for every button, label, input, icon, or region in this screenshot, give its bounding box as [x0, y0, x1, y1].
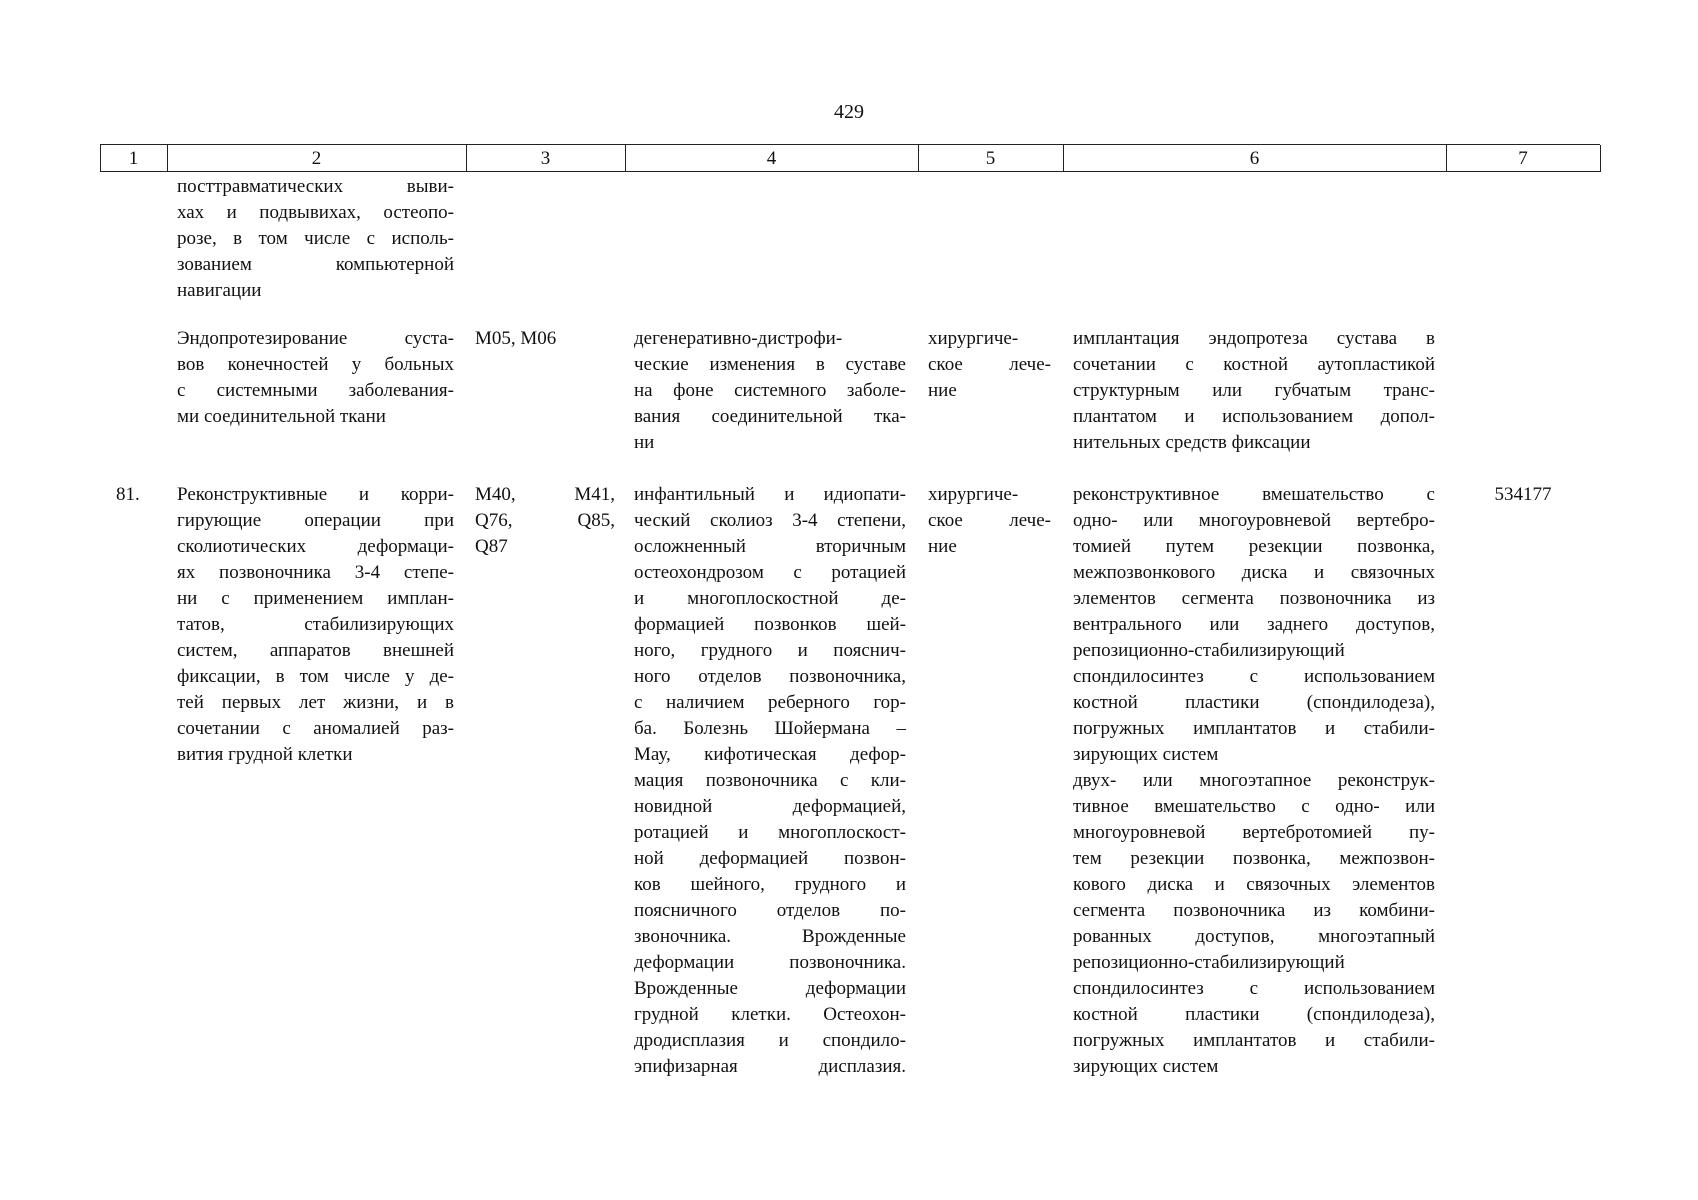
text-line: хах и подвывихах, остеопо- — [177, 202, 454, 223]
text-line: спондилосинтез с использованием — [1073, 666, 1435, 687]
text-line: дегенеративно-дистрофи- — [634, 328, 843, 349]
text-line: ной деформацией позвон- — [634, 848, 906, 869]
text-line: вания соединительной тка- — [634, 406, 906, 427]
text-line: грудной клетки. Остеохон- — [634, 1004, 906, 1025]
text-line: ние — [928, 380, 957, 401]
text-line: сегмента позвоночника из комбини- — [1073, 900, 1435, 921]
text-line: Q87 — [475, 536, 508, 557]
table-header-bottom-rule — [100, 171, 1600, 172]
text-line: спондилосинтез с использованием — [1073, 978, 1435, 999]
column-header-4: 4 — [766, 148, 777, 169]
text-line: ротацией и многоплоскост- — [634, 822, 906, 843]
text-line: ни с применением имплан- — [177, 588, 454, 609]
text-line: ях позвоночника 3-4 степе- — [177, 562, 454, 583]
text-line: вов конечностей у больных — [177, 354, 454, 375]
text-line: дродисплазия и спондило- — [634, 1030, 906, 1051]
continuation-service-name — [177, 174, 454, 304]
text-line: осложненный вторичным — [634, 536, 906, 557]
text-line: Q76, Q85, — [475, 510, 615, 531]
endoprosthesis-service-name — [177, 326, 454, 430]
text-line: тей первых лет жизни, и в — [177, 692, 454, 713]
text-line: хирургиче- — [928, 484, 1019, 505]
text-line: сколиотических деформаци- — [177, 536, 454, 557]
page-number: 429 — [834, 101, 864, 123]
text-line: рованных доступов, многоэтапный — [1073, 926, 1435, 947]
text-line: с системными заболевания- — [177, 380, 454, 401]
text-line: сочетании с аномалией раз- — [177, 718, 454, 739]
text-line: зирующих систем — [1073, 744, 1219, 765]
column-header-6: 6 — [1249, 148, 1260, 169]
text-line: ми соединительной ткани — [177, 406, 386, 427]
text-line: вития грудной клетки — [177, 744, 353, 765]
column-header-2: 2 — [311, 148, 322, 169]
text-line: ни — [634, 432, 655, 453]
text-line: с наличием реберного гор- — [634, 692, 906, 713]
text-line: деформации позвоночника. — [634, 952, 906, 973]
table-header-top-rule — [100, 144, 1600, 145]
text-line: фиксации, в том числе у де- — [177, 666, 454, 687]
text-line: инфантильный и идиопати- — [634, 484, 906, 505]
text-line: поясничного отделов по- — [634, 900, 906, 921]
text-line: гирующие операции при — [177, 510, 454, 531]
text-line: межпозвонкового диска и связочных — [1073, 562, 1435, 583]
endoprosthesis-icd-codes: M05, M06 — [475, 328, 557, 349]
row-81-treatment-method — [1073, 482, 1435, 1080]
row-81-icd-codes — [475, 482, 615, 560]
text-line: мация позвоночника с кли- — [634, 770, 906, 791]
text-line: зованием компьютерной — [177, 254, 454, 275]
text-line: двух- или многоэтапное реконструк- — [1073, 770, 1435, 791]
text-line: ба. Болезнь Шойермана – — [634, 718, 906, 739]
text-line: плантатом и использованием допол- — [1073, 406, 1435, 427]
endoprosthesis-patient-model — [634, 326, 906, 456]
endoprosthesis-treatment-type — [928, 326, 1051, 404]
row-81-funding-amount: 534177 — [1494, 484, 1552, 505]
text-line: на фоне системного заболе- — [634, 380, 906, 401]
text-line: сочетании с костной аутопластикой — [1073, 354, 1435, 375]
text-line: новидной деформацией, — [634, 796, 906, 817]
text-line: ское лече- — [928, 354, 1051, 375]
text-line: имплантация эндопротеза сустава в — [1073, 328, 1435, 349]
text-line: Мау, кифотическая дефор- — [634, 744, 906, 765]
text-line: M40, M41, — [475, 484, 615, 505]
text-line: розе, в том числе с исполь- — [177, 228, 454, 249]
text-line: остеохондрозом с ротацией — [634, 562, 906, 583]
text-line: ческий сколиоз 3-4 степени, — [634, 510, 906, 531]
text-line: ного, грудного и пояснич- — [634, 640, 906, 661]
column-header-1: 1 — [128, 148, 139, 169]
text-line: тивное вмешательство с одно- или — [1073, 796, 1435, 817]
text-line: эпифизарная дисплазия. — [634, 1056, 906, 1077]
row-81-number: 81. — [116, 484, 140, 505]
text-line: Эндопротезирование суста- — [177, 328, 454, 349]
text-line: ного отделов позвоночника, — [634, 666, 906, 687]
column-header-3: 3 — [540, 148, 551, 169]
text-line: ческие изменения в суставе — [634, 354, 906, 375]
text-line: систем, аппаратов внешней — [177, 640, 454, 661]
text-line: репозиционно-стабилизирующий — [1073, 952, 1345, 973]
text-line: репозиционно-стабилизирующий — [1073, 640, 1345, 661]
text-line: формацией позвонков шей- — [634, 614, 906, 635]
text-line: кового диска и связочных элементов — [1073, 874, 1435, 895]
text-line: Реконструктивные и корри- — [177, 484, 454, 505]
text-line: реконструктивное вмешательство с — [1073, 484, 1435, 505]
text-line: вентрального или заднего доступов, — [1073, 614, 1435, 635]
text-line: костной пластики (спондилодеза), — [1073, 1004, 1435, 1025]
text-line: Врожденные деформации — [634, 978, 906, 999]
text-line: структурным или губчатым транс- — [1073, 380, 1435, 401]
text-line: костной пластики (спондилодеза), — [1073, 692, 1435, 713]
text-line: посттравматических выви- — [177, 176, 454, 197]
text-line: зирующих систем — [1073, 1056, 1219, 1077]
row-81-service-name — [177, 482, 454, 768]
text-line: навигации — [177, 280, 262, 301]
row-81-treatment-type — [928, 482, 1051, 560]
text-line: одно- или многоуровневой вертебро- — [1073, 510, 1435, 531]
text-line: татов, стабилизирующих — [177, 614, 454, 635]
text-line: томией путем резекции позвонка, — [1073, 536, 1435, 557]
text-line: многоуровневой вертебротомией пу- — [1073, 822, 1435, 843]
text-line: хирургиче- — [928, 328, 1019, 349]
text-line: погружных имплантатов и стабили- — [1073, 718, 1435, 739]
text-line: погружных имплантатов и стабили- — [1073, 1030, 1435, 1051]
column-header-7: 7 — [1518, 148, 1528, 169]
text-line: и многоплоскостной де- — [634, 588, 906, 609]
endoprosthesis-treatment-method — [1073, 326, 1435, 456]
text-line: тем резекции позвонка, межпозвон- — [1073, 848, 1435, 869]
column-header-5: 5 — [985, 148, 996, 169]
text-line: нительных средств фиксации — [1073, 432, 1311, 453]
text-line: ское лече- — [928, 510, 1051, 531]
row-81-patient-model — [634, 482, 906, 1080]
text-line: ние — [928, 536, 957, 557]
text-line: звоночника. Врожденные — [634, 926, 906, 947]
column-divider — [1600, 145, 1601, 172]
text-line: элементов сегмента позвоночника из — [1073, 588, 1435, 609]
text-line: ков шейного, грудного и — [634, 874, 906, 895]
